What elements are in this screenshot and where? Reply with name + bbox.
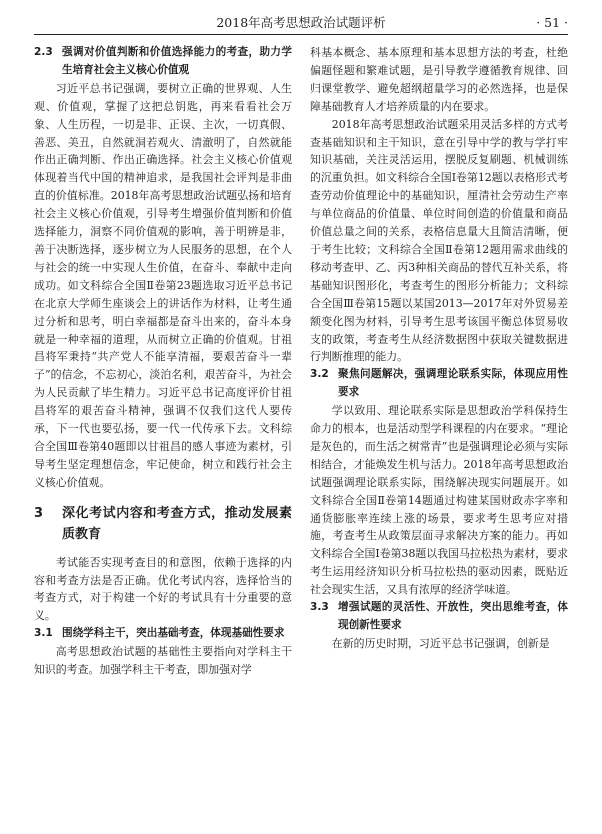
section-number: 3 xyxy=(34,505,44,521)
section-3-heading xyxy=(34,503,292,545)
section-number: 2.3 xyxy=(34,46,53,58)
section-title: 围绕学科主干，突出基础考查，体现基础性要求 xyxy=(62,627,285,640)
left-column xyxy=(34,44,292,679)
section-title: 强调对价值判断和价值选择能力的考查，助力学生培育社会主义核心价值观 xyxy=(62,46,292,76)
section-title: 聚焦问题解决，强调理论联系实际，体现应用性要求 xyxy=(338,368,568,399)
section-number: 3.1 xyxy=(34,627,53,640)
section-3-2-heading xyxy=(310,366,568,402)
section-number: 3.3 xyxy=(310,601,329,614)
paragraph: 高考思想政治试题的基础性主要指向对学科主干知识的考查。加强学科主干考查，即加强对学 xyxy=(34,645,292,677)
paragraph-continued: 科基本概念、基本原理和基本思想方法的考查，杜绝偏题怪题和繁难试题，是引导教学遵循教育规律、回归课堂教学、避免超纲超量学习的必然选择，也是保障基础教育人才培养质量的内在要求。 xyxy=(310,46,568,113)
section-2-3-heading xyxy=(34,44,292,80)
section-3-3-heading xyxy=(310,599,568,635)
paragraph: 习近平总书记强调，要树立正确的世界观、人生观、价值观，掌握了这把总钥匙，再来看看社会万象、人生历程，一切是非、正误、主次，一切真假、善恶、美丑，自然就洞若观火、清澈明了，自然就能作出正确判断、作出正确选择。社会主义核心价值观体现着当代中国的精神追求，是我国社会评判是非曲直的价值标准。2018年高考思想政治试题弘扬和培育社会主义核心价值观，引导考生增强价值判断和价值选择能力，洞察不同价值观的影响，善于明辨是非，善于决断选择，逐步树立为人民服务的思想，在个人与社会的统一中实现人生价值，在奋斗、奉献中走向成功。如文科综合全国Ⅱ卷第23题选取习近平总书记在北京大学师生座谈会上的讲话作为材料，让考生通过分析和思考，明白幸福都是奋斗出来的，奋斗本身就是一种幸福的道理，从而树立正确的价值观。甘祖昌将军秉持“共产党人不能享清福，要艰苦奋斗一辈子”的信念，不忘初心，淡泊名利，艰苦奋斗，为社会为人民贡献了毕生精力。习近平总书记高度评价甘祖昌将军的艰苦奋斗精神，强调不仅我们这代人要传承，下一代也要弘扬，要一代一代传承下去。文科综合全国Ⅲ卷第40题即以甘祖昌的感人事迹为素材，引导考生坚定理想信念，牢记使命，树立和践行社会主义核心价值观。 xyxy=(34,81,292,489)
section-number: 3.2 xyxy=(310,368,329,381)
paragraph: 学以致用、理论联系实际是思想政治学科保持生命力的根本，也是活动型学科课程的内在要求。“理论是灰色的，而生活之树常青”也是强调理论必须与实际相结合，才能焕发生机与活力。2018年高考思想政治试题强调理论联系实际，围绕解决现实问题展开。如文科综合全国Ⅱ卷第14题通过构建某国财政赤字率和通货膨胀率连续上涨的场景，要求考生思考应对措施，考查考生从政策层面寻求解决方案的能力。再如文科综合全国Ⅰ卷第38题以我国马拉松热为素材，要求考生运用经济知识分析马拉松热的驱动因素，既贴近社会现实生活，又具有浓厚的经济学味道。 xyxy=(310,404,568,597)
section-title: 深化考试内容和考查方式，推动发展素质教育 xyxy=(62,505,292,542)
section-3-1-heading xyxy=(34,625,292,643)
page-number: · 51 · xyxy=(536,15,568,30)
paragraph: 在新的历史时期，习近平总书记强调，创新是 xyxy=(331,636,550,650)
paragraph: 考试能否实现考查目的和意图，依赖于选择的内容和考查方法是否正确。优化考试内容，选择恰当的考查方式，对于构建一个好的考试具有十分重要的意义。 xyxy=(34,555,292,623)
paragraph: 2018年高考思想政治试题采用灵活多样的方式考查基础知识和主干知识，意在引导中学的教与学打牢知识基础，关注灵活运用，摆脱反复刷题、机械训练的沉重负担。如文科综合全国Ⅰ卷第12题以表格形式考查劳动价值理论中的基础知识，厘清社会劳动生产率与单位商品的价值量、单位时间创造的价值量和商品价值总量之间的关系，表格信息量大且简洁清晰，便于考生比较；文科综合全国Ⅱ卷第12题用需求曲线的移动考查甲、乙、丙3种相关商品的替代互补关系，将基础知识图形化，考查考生的图形分析能力；文科综合全国Ⅲ卷第15题以某国2013—2017年对外贸易差额变化图为材料，引导考生思考该国平衡总体贸易收支的政策，考查考生从经济数据图中获取关键数据进行判断推理的能力。 xyxy=(310,117,568,364)
running-header xyxy=(34,12,568,35)
section-title: 增强试题的灵活性、开放性，突出思维考查，体现创新性要求 xyxy=(338,601,568,631)
right-column xyxy=(310,44,568,653)
journal-running-title: 2018年高考思想政治试题评析 xyxy=(216,15,386,30)
